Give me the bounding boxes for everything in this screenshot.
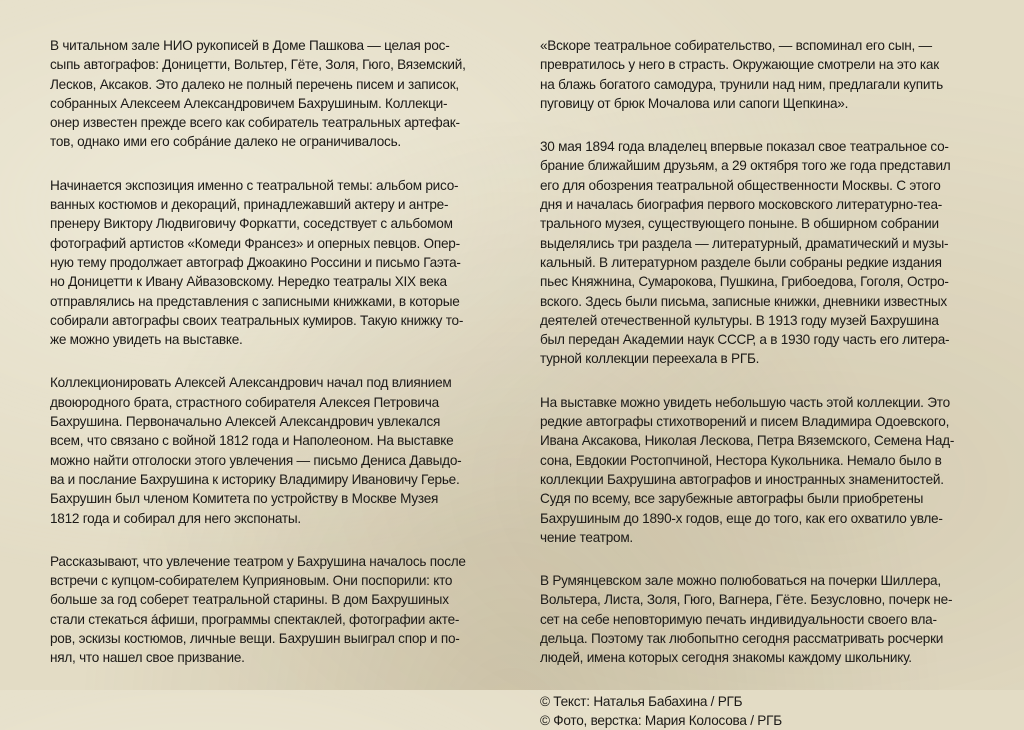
left-column [50, 36, 510, 692]
paragraph: В Румянцевском зале можно полюбоваться на почерки Шиллера, Вольтера, Листа, Золя, Гюго, Вагнера, Гёте. Безусловно, почерк не- сет на себе неповторимую печать индивидуальности своего вла- дельца. Поэтому так любопытно сегодня рассматривать росчерки людей, имена которых сегодня знакомы каждому школьнику. [540, 573, 953, 666]
text-credit: © Текст: Наталья Бабахина / РГБ [540, 693, 743, 709]
paragraph: Начинается экспозиция именно с театральной темы: альбом рисо- ванных костюмов и декораций, принадлежавший актеру и антре- пренеру Виктору Людвиговичу Форкатти, соседствует с альбомом фотографий артистов «Комеди Франсез» и оперных певцов. Опер- ную тему продолжает автограф Джоакино Россини и письмо Гаэта- но Доницетти к Ивану Айвазовскому. Нередко театралы XIX века отправлялись на представления с записными книжками, в которые собирали автографы своих театральных кумиров. Такую книжку то- же можно увидеть на выставке. [50, 177, 464, 348]
paragraph: Коллекционировать Алексей Александрович начал под влиянием двоюродного брата, страстного собирателя Алексея Петровича Бахрушина. Первоначально Алексей Александрович увлекался всем, что связано с войной 1812 года и Наполеоном. На выставке можно найти отголоски этого увлечения — письмо Дениса Давыдо- ва и послание Бахрушина к историку Владимиру Ивановичу Герье. Бахрушин был членом Комитета по устройству в Москве Музея 1812 года и собирал для него экспонаты. [50, 375, 462, 526]
right-column [540, 36, 988, 730]
credits [540, 692, 988, 730]
paragraph: «Вскоре театральное собирательство, — вспоминал его сын, — превратилось у него в страсть. Окружающие смотрели на это как на блажь богатого самодура, трунили над ним, предлагали купить пуговицу от брюк Мочалова или сапоги Щепкина». [540, 38, 943, 111]
paragraph: Рассказывают, что увлечение театром у Бахрушина началось после встречи с купцом-собирателем Куприяновым. Они поспорили: кто больше за год соберет театральной старины. В дом Бахрушиных стали стекаться áфиши, программы спектаклей, фотографии акте- ров, эскизы костюмов, личные вещи. Бахрушин выиграл спор и по- нял, что нашел свое призвание. [50, 553, 466, 666]
paragraph: На выставке можно увидеть небольшую часть этой коллекции. Это редкие автографы стихотворений и писем Владимира Одоевского, Ивана Аксакова, Николая Лескова, Петра Вяземского, Семена Над- сона, Евдокии Ростопчиной, Нестора Кукольника. Немало было в коллекции Бахрушина автографов и иностранных знаменитостей. Судя по всему, все зарубежные автографы были приобретены Бахрушиным до 1890-х годов, еще до того, как его охватило увле- чение театром. [540, 394, 955, 545]
photo-layout-credit: © Фото, верстка: Мария Колосова / РГБ [540, 712, 782, 728]
paragraph: 30 мая 1894 года владелец впервые показал свое театральное со- брание ближайшим друзьям, а 29 октября того же года представил его для обозрения театральной общественности Москвы. С этого дня и началась биография первого московского литературно-теа- трального музея, существующего поныне. В обширном собрании выделялись три раздела — литературный, драматический и музы- кальный. В литературном разделе были собраны редкие издания пьес Княжнина, Сумарокова, Пушкина, Грибоедова, Гоголя, Остро- вского. Здесь были письма, записные книжки, дневники известных деятелей отечественной культуры. В 1913 году музей Бахрушина был передан Академии наук СССР, а в 1930 году часть его литера- турной коллекции переехала в РГБ. [540, 139, 951, 367]
paragraph: В читальном зале НИО рукописей в Доме Пашкова — целая рос- сыпь автографов: Доницетти, Вольтер, Гёте, Золя, Гюго, Вяземский, Лесков, Аксаков. Это далеко не полный перечень писем и записок, собранных Алексеем Александровичем Бахрушиным. Коллекци- онер известен прежде всего как собиратель театральных артефак- тов, однако ими его собрáние далеко не ограничивалось. [50, 38, 466, 150]
